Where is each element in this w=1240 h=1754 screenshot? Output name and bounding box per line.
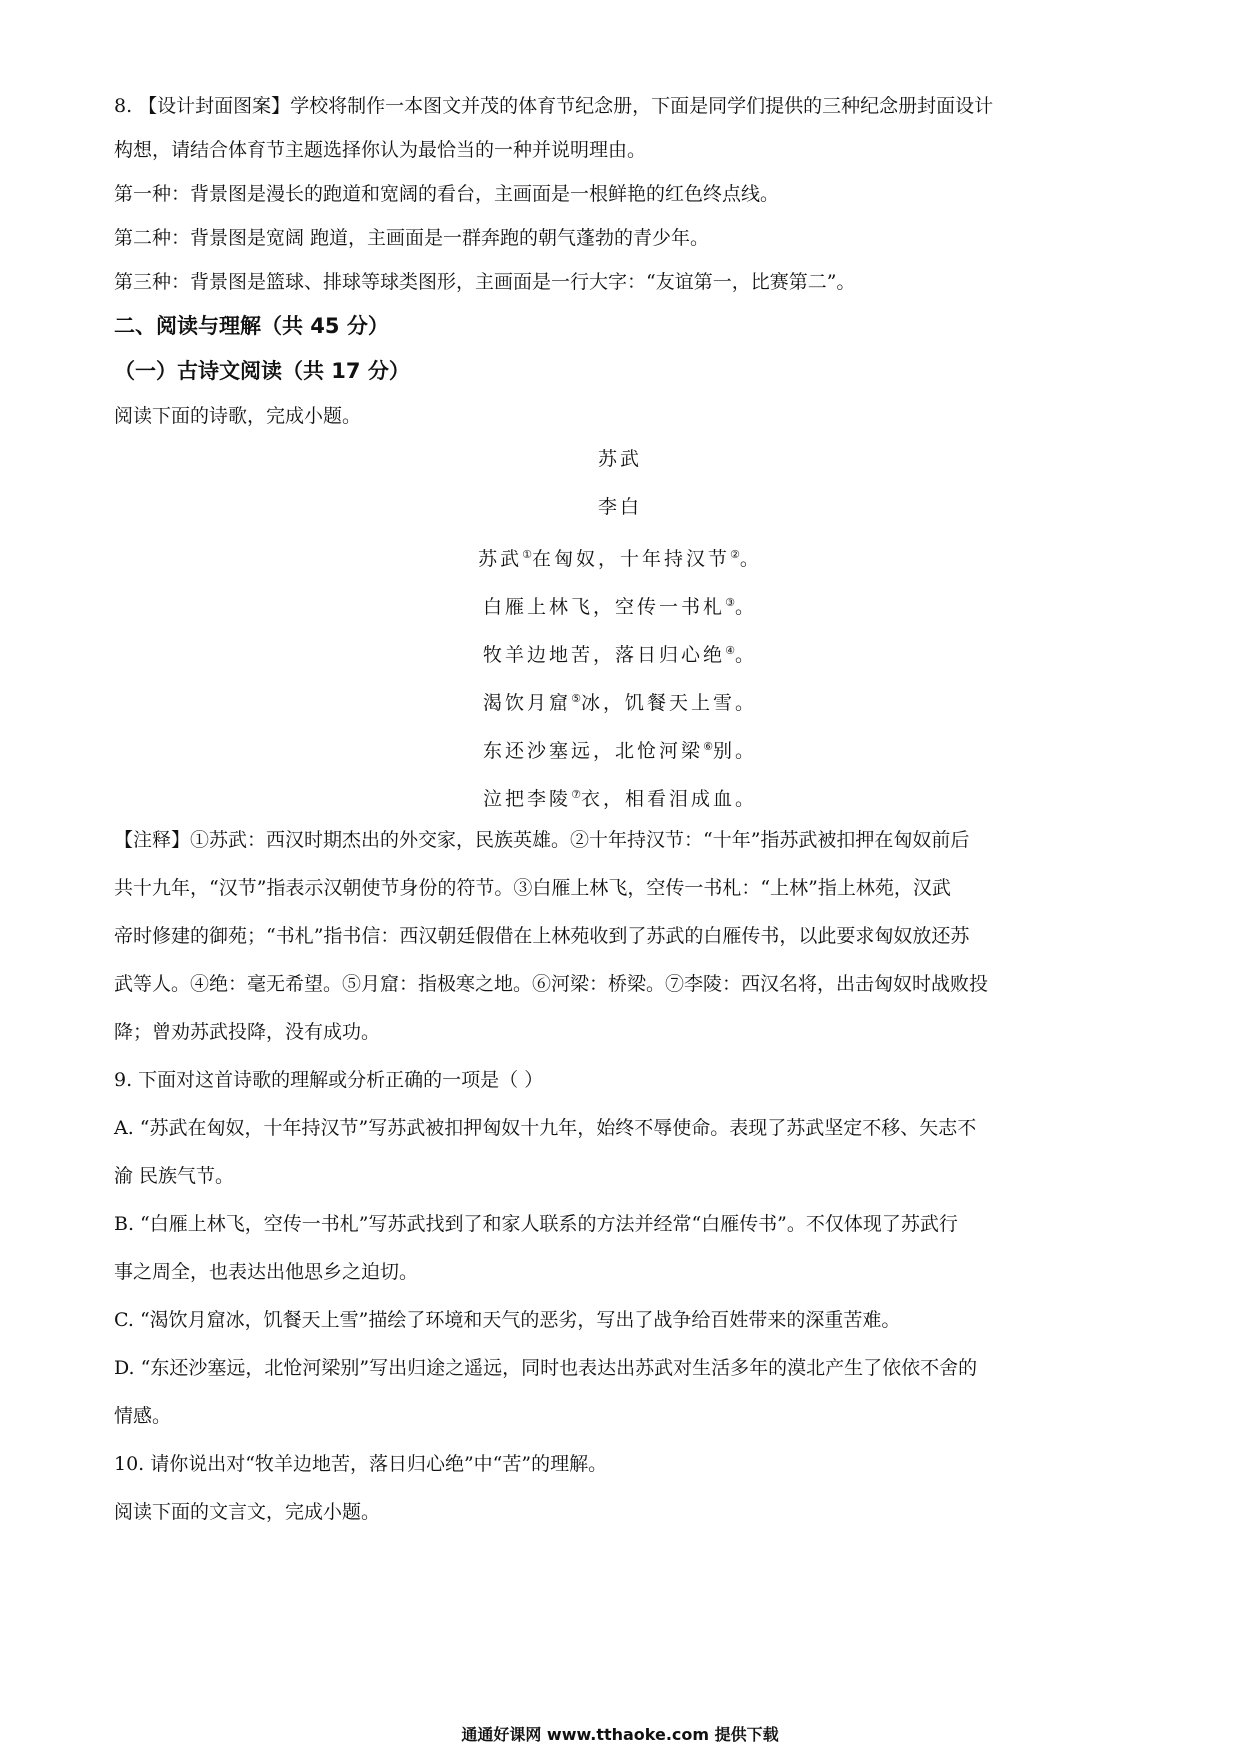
poem-line: 泣把李陵⑦衣，相看泪成血。 xyxy=(483,788,757,810)
poem-line: 牧羊边地苦，落日归心绝④。 xyxy=(483,644,757,666)
notes-line-4: 武等人。④绝：毫无希望。⑤月窟：指极寒之地。⑥河梁：桥梁。⑦李陵：西汉名将，出击匈奴时战败投 xyxy=(114,973,989,995)
subsection-heading: （一）古诗文阅读（共 17 分） xyxy=(114,359,410,383)
q9-option-d-line-1: D. “东还沙塞远，北怆河梁别”写出归途之遥远，同时也表达出苏武对生活多年的漠北产生了依依不舍的 xyxy=(114,1357,978,1379)
notes-line-1: 【注释】①苏武：西汉时期杰出的外交家，民族英雄。②十年持汉节：“十年”指苏武被扣押在匈奴前后 xyxy=(114,829,970,851)
poem-author: 李白 xyxy=(597,496,642,518)
q9-option-b-line-2: 事之周全，也表达出他思乡之迫切。 xyxy=(114,1261,419,1283)
poem-line: 苏武①在匈奴，十年持汉节②。 xyxy=(478,548,762,570)
footer-download-note: 通通好课网 www.tthaoke.com 提供下载 xyxy=(461,1725,779,1744)
poem-block xyxy=(0,435,1240,819)
notes-line-5: 降；曾劝苏武投降，没有成功。 xyxy=(114,1021,381,1043)
q9-option-a-line-1: A. “苏武在匈奴，十年持汉节”写苏武被扣押匈奴十九年，始终不辱使命。表现了苏武坚定不移、矢志不 xyxy=(114,1117,977,1139)
q10-stem: 10. 请你说出对“牧羊边地苦，落日归心绝”中“苦”的理解。 xyxy=(114,1453,608,1475)
q8-option-1: 第一种：背景图是漫长的跑道和宽阔的看台，主画面是一根鲜艳的红色终点线。 xyxy=(114,183,780,205)
classical-text-intro: 阅读下面的文言文，完成小题。 xyxy=(114,1501,381,1523)
notes-line-3: 帝时修建的御苑；“书札”指书信：西汉朝廷假借在上林苑收到了苏武的白雁传书，以此要求匈奴放还苏 xyxy=(114,925,970,947)
q9-option-b-line-1: B. “白雁上林飞，空传一书札”写苏武找到了和家人联系的方法并经常“白雁传书”。不仅体现了苏武行 xyxy=(114,1213,958,1235)
poem-title: 苏武 xyxy=(597,448,642,470)
q8-option-2: 第二种：背景图是宽阔 跑道，主画面是一群奔跑的朝气蓬勃的青少年。 xyxy=(114,227,710,249)
q9-stem: 9. 下面对这首诗歌的理解或分析正确的一项是（ ） xyxy=(114,1069,544,1091)
poem-line: 白雁上林飞，空传一书札③。 xyxy=(483,596,757,618)
poem-line: 渴饮月窟⑤冰，饥餐天上雪。 xyxy=(483,692,757,714)
q9-option-d-line-2: 情感。 xyxy=(114,1405,172,1427)
notes-line-2: 共十九年，“汉节”指表示汉朝使节身份的符节。③白雁上林飞，空传一书札：“上林”指上林苑，汉武 xyxy=(114,877,951,899)
poem-intro: 阅读下面的诗歌，完成小题。 xyxy=(114,405,362,427)
section-heading: 二、阅读与理解（共 45 分） xyxy=(114,314,389,338)
q8-line-2: 构想，请结合体育节主题选择你认为最恰当的一种并说明理由。 xyxy=(114,139,647,161)
q8-option-3: 第三种：背景图是篮球、排球等球类图形，主画面是一行大字：“友谊第一，比赛第二”。 xyxy=(114,271,856,293)
q9-option-c: C. “渴饮月窟冰，饥餐天上雪”描绘了环境和天气的恶劣，写出了战争给百姓带来的深重苦难。 xyxy=(114,1309,901,1331)
q9-option-a-line-2: 渝 民族气节。 xyxy=(114,1165,235,1187)
q8-line-1: 8. 【设计封面图案】学校将制作一本图文并茂的体育节纪念册，下面是同学们提供的三种纪念册封面设计 xyxy=(114,95,994,117)
poem-line: 东还沙塞远，北怆河梁⑥别。 xyxy=(483,740,757,762)
